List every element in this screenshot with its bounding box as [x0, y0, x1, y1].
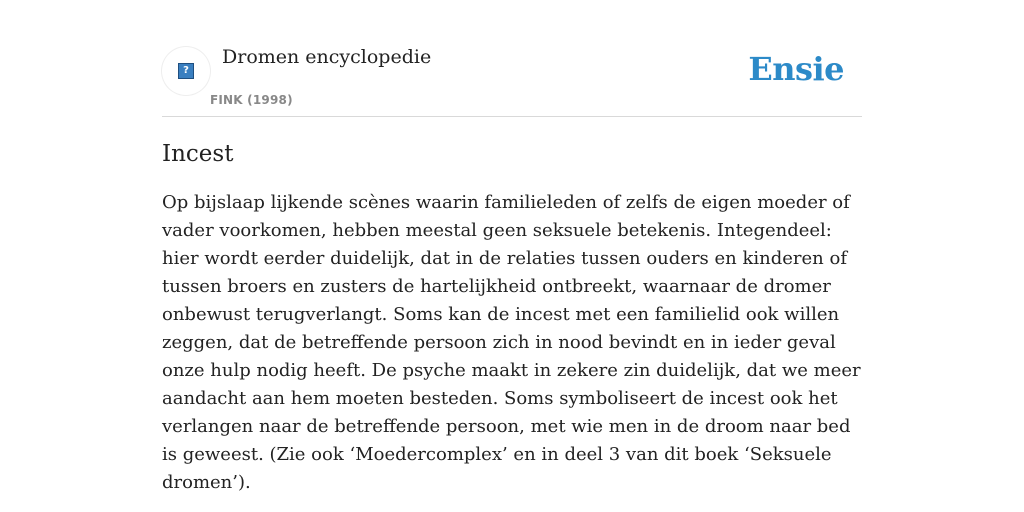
book-cover-icon[interactable] [162, 47, 210, 95]
question-book-icon: ? [178, 63, 194, 79]
book-source-label: FINK (1998) [210, 93, 293, 107]
entry-card [162, 0, 862, 497]
book-title-link[interactable]: Dromen encyclopedie [222, 46, 432, 68]
entry-header [162, 0, 862, 117]
entry-title: Incest [162, 141, 234, 167]
ensie-logo[interactable]: Ensie [748, 50, 844, 88]
entry-body-text: Op bijslaap lijkende scènes waarin familieleden of zelfs de eigen moeder of vader voorkomen, hebben meestal geen seksuele betekenis. Integendeel: hier wordt eerder duidelijk, dat in de relaties tussen ouders en kinderen of tussen broers en zusters de hartelijkheid ontbreekt, waarnaar de dromer onbewust terugverlangt. Soms kan de incest met een familielid ook willen zeggen, dat de betreffende persoon zich in nood bevindt en in ieder geval onze hulp nodig heeft. De psyche maakt in zekere zin duidelijk, dat we meer aandacht aan hem moeten besteden. Soms symboliseert de incest ook het verlangen naar de betreffende persoon, met wie men in de droom naar bed is geweest. (Zie ook ‘Moedercomplex’ en in deel 3 van dit boek ‘Seksuele dromen’). [162, 192, 861, 493]
